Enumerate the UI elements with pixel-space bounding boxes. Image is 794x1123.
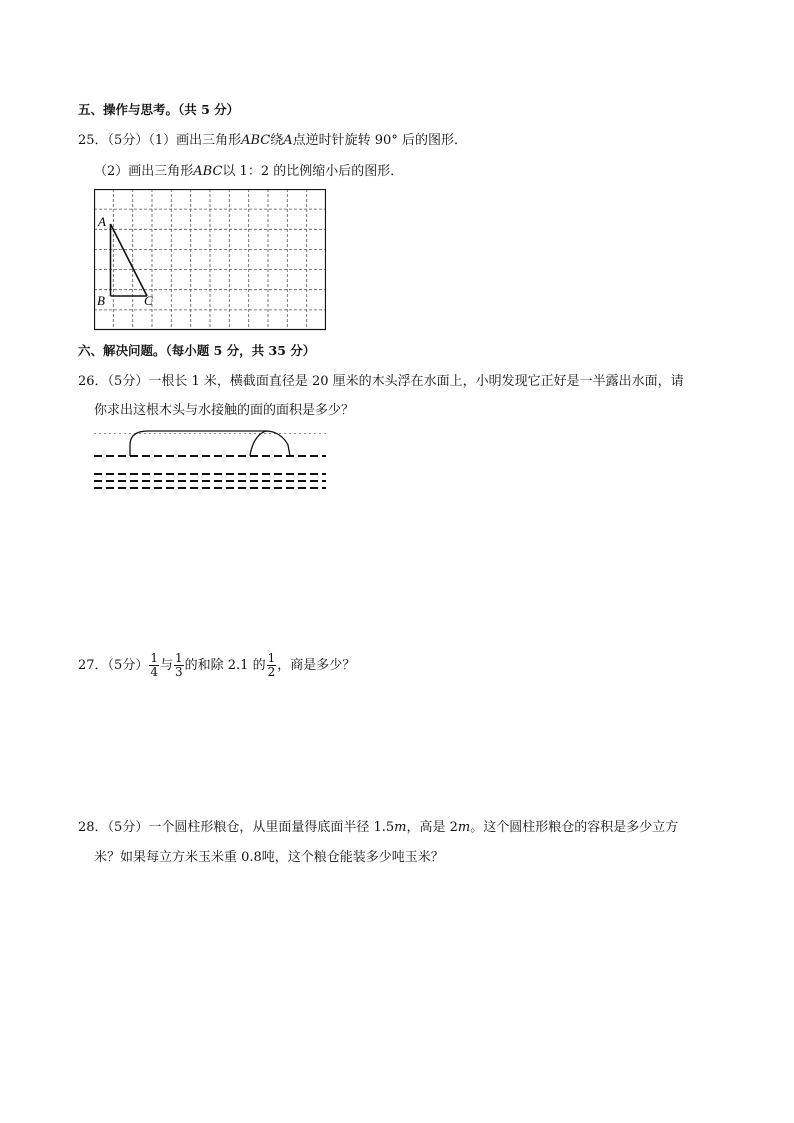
fraction-denominator: 4	[150, 665, 158, 679]
fraction-numerator: 1	[174, 651, 183, 665]
vertex-label-c: C	[144, 293, 153, 308]
q27-text-3: ，商是多少？	[277, 658, 356, 673]
fraction-denominator: 2	[267, 665, 276, 679]
question-score: （5分）	[107, 658, 149, 673]
fraction-denominator: 3	[174, 665, 183, 679]
fraction-one-half	[267, 652, 277, 679]
question-25-line-1	[78, 131, 467, 151]
question-27	[78, 651, 355, 681]
q28-text-1a: 一个圆柱形粮仓，从里面量得底面半径 1.5	[148, 820, 395, 835]
question-26-line-1	[78, 372, 684, 392]
log-outline	[130, 431, 290, 456]
question-score: （5分）	[107, 133, 149, 148]
q25-abc: ABC	[241, 133, 271, 148]
q25-point-a: A	[283, 133, 293, 148]
question-number: 25．	[78, 133, 108, 148]
q28-unit-m-1: m	[394, 820, 407, 835]
section-6-heading: 六、解决问题。（每小题 5 分，共 35 分）	[78, 343, 316, 358]
triangle-grid-figure	[94, 189, 326, 331]
question-score: （5分）	[107, 374, 149, 389]
fraction-numerator: 1	[267, 651, 276, 665]
question-25-line-2	[94, 162, 403, 182]
question-28-line-1	[78, 818, 678, 838]
q25-part2-prefix: （2）画出三角形	[94, 164, 194, 179]
question-number: 27．	[78, 658, 108, 673]
q27-text-1: 与	[159, 658, 173, 673]
q25-abc-2: ABC	[193, 164, 223, 179]
q25-part2-suffix: 以 1：2 的比例缩小后的图形．	[222, 164, 404, 179]
q28-text-1b: ，高是 2	[406, 820, 458, 835]
q28-text-1c: 。这个圆柱形粮仓的容积是多少立方	[470, 820, 679, 835]
q25-part1-suffix: 点逆时针旋转 90° 后的图形．	[292, 133, 467, 148]
question-28-line-2: 米？如果每立方米玉米重 0.8吨，这个粮仓能装多少吨玉米？	[94, 850, 444, 865]
floating-log-diagram	[94, 425, 330, 493]
vertex-label-b: B	[97, 293, 105, 308]
q26-text-1: 一根长 1 米，横截面直径是 20 厘米的木头浮在水面上，小明发现它正好是一半露出水面，请	[148, 374, 684, 389]
water-surface	[94, 456, 326, 488]
triangle-side-ac	[111, 224, 148, 296]
fraction-one-quarter	[149, 652, 159, 679]
log-end-arc	[250, 431, 268, 456]
q28-unit-m-2: m	[457, 820, 471, 835]
q25-part1-prefix: （1）画出三角形	[148, 133, 242, 148]
question-26-line-2: 你求出这根木头与水接触的面的面积是多少？	[94, 403, 355, 418]
q25-part1-mid: 绕	[270, 133, 284, 148]
fraction-numerator: 1	[150, 651, 158, 665]
vertex-label-a: A	[98, 214, 106, 229]
section-5-heading: 五、操作与思考。（共 5 分）	[78, 102, 240, 117]
fraction-one-third	[174, 652, 184, 679]
q27-text-2: 的和除 2.1 的	[184, 658, 266, 673]
question-number: 28．	[78, 820, 108, 835]
question-number: 26．	[78, 374, 108, 389]
question-score: （5分）	[107, 820, 149, 835]
